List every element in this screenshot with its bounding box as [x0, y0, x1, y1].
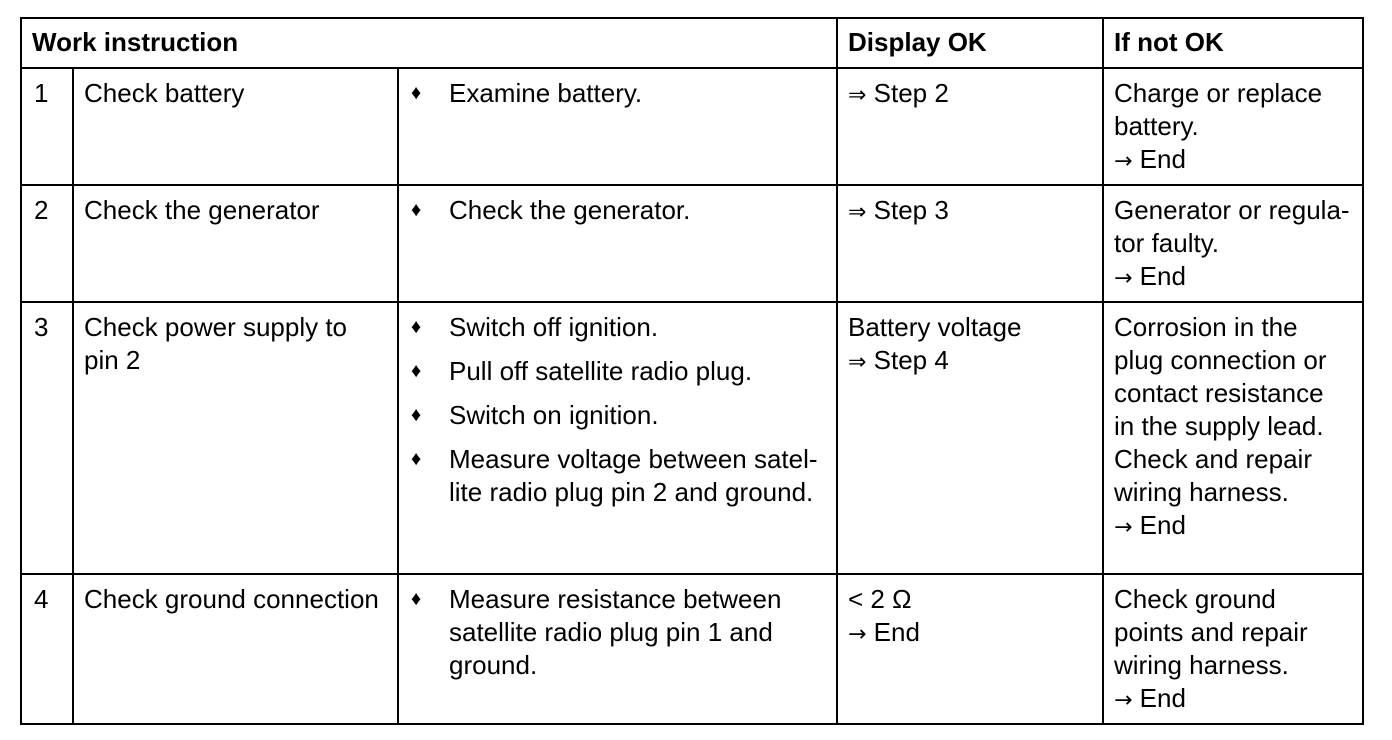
step-number: 2: [21, 185, 73, 302]
end-line: [1114, 682, 1352, 717]
end-line: [1114, 260, 1352, 295]
instruction-line: Switch off ignition.: [449, 312, 659, 342]
display-ok-text: End: [866, 617, 920, 647]
step-number: 1: [21, 68, 73, 185]
check-title: [73, 68, 398, 185]
bullet-item: [409, 311, 826, 344]
work-instruction-table: [20, 17, 1364, 725]
step-number: 4: [21, 574, 73, 724]
display-ok-line: [848, 77, 1092, 112]
header-display-ok: Display OK: [837, 18, 1103, 68]
end-text: End: [1132, 683, 1186, 713]
end-line: [1114, 143, 1352, 178]
display-ok-text: Step 4: [866, 345, 949, 375]
bullet-list: [409, 77, 826, 110]
if-not-ok-line: Generator or regula-: [1114, 195, 1350, 225]
check-title-line: Check battery: [84, 78, 245, 108]
header-row: [21, 18, 1363, 68]
display-ok-value: < 2 Ω: [848, 584, 912, 614]
right-arrow-icon: →: [1114, 149, 1133, 174]
if-not-ok-line: in the supply lead.: [1114, 411, 1324, 441]
right-arrow-icon: →: [848, 622, 867, 647]
table-row: [21, 574, 1363, 724]
instruction-line: Pull off satellite radio plug.: [449, 356, 753, 386]
bullet-item: [409, 355, 826, 388]
header-if-not-ok: If not OK: [1103, 18, 1363, 68]
header-work-instruction: Work instruction: [21, 18, 837, 68]
if-not-ok-line: plug connection or: [1114, 345, 1327, 375]
instruction-line: satellite radio plug pin 1 and: [449, 617, 773, 647]
bullet-item: [409, 194, 826, 227]
if-not-ok-line: contact resistance: [1114, 378, 1324, 408]
end-line: [1114, 509, 1352, 544]
table-row: [21, 68, 1363, 185]
step-number: 3: [21, 302, 73, 574]
diamond-bullet-icon: ♦: [411, 199, 422, 221]
table-row: [21, 185, 1363, 302]
instruction-line: Measure resistance between: [449, 584, 782, 614]
bullet-item: [409, 443, 826, 509]
display-ok-cell: [837, 302, 1103, 574]
display-ok-line: [848, 616, 1092, 651]
check-title-line: pin 2: [84, 345, 141, 375]
check-title-line: Check ground connection: [84, 584, 379, 614]
check-title: [73, 302, 398, 574]
if-not-ok-line: wiring harness.: [1114, 650, 1289, 680]
bullet-item: [409, 583, 826, 682]
if-not-ok-line: Check and repair: [1114, 444, 1312, 474]
bullet-list: [409, 583, 826, 682]
display-ok-value: Battery voltage: [848, 312, 1022, 342]
if-not-ok-line: battery.: [1114, 111, 1199, 141]
if-not-ok-line: Check ground: [1114, 584, 1276, 614]
check-title-line: Check the generator: [84, 195, 320, 225]
right-arrow-icon: →: [1114, 688, 1133, 713]
right-arrow-icon: →: [1114, 266, 1133, 291]
table-row: [21, 302, 1363, 574]
right-arrow-icon: →: [1114, 515, 1133, 540]
instruction-line: Check the generator.: [449, 195, 691, 225]
if-not-ok-cell: [1103, 302, 1363, 574]
display-ok-cell: [837, 574, 1103, 724]
instruction-line: lite radio plug pin 2 and ground.: [449, 477, 814, 507]
instruction-line: Examine battery.: [449, 78, 643, 108]
instruction-line: Measure voltage between satel-: [449, 444, 818, 474]
double-arrow-icon: ⇒: [848, 83, 867, 108]
if-not-ok-line: points and repair: [1114, 617, 1308, 647]
if-not-ok-cell: [1103, 574, 1363, 724]
if-not-ok-line: Corrosion in the: [1114, 312, 1298, 342]
diamond-bullet-icon: ♦: [411, 448, 422, 470]
bullet-item: [409, 77, 826, 110]
if-not-ok-line: tor faulty.: [1114, 228, 1220, 258]
end-text: End: [1132, 144, 1186, 174]
instruction-line: Switch on ignition.: [449, 400, 659, 430]
step-instructions: [398, 574, 837, 724]
bullet-list: [409, 194, 826, 227]
display-ok-cell: [837, 68, 1103, 185]
diamond-bullet-icon: ♦: [411, 404, 422, 426]
instruction-line: ground.: [449, 650, 538, 680]
step-instructions: [398, 185, 837, 302]
check-title: [73, 574, 398, 724]
bullet-list: [409, 311, 826, 509]
diamond-bullet-icon: ♦: [411, 316, 422, 338]
if-not-ok-cell: [1103, 68, 1363, 185]
display-ok-cell: [837, 185, 1103, 302]
diamond-bullet-icon: ♦: [411, 82, 422, 104]
step-instructions: [398, 68, 837, 185]
double-arrow-icon: ⇒: [848, 350, 867, 375]
if-not-ok-cell: [1103, 185, 1363, 302]
check-title: [73, 185, 398, 302]
display-ok-text: Step 3: [866, 195, 949, 225]
end-text: End: [1132, 510, 1186, 540]
display-ok-line: [848, 344, 1092, 379]
double-arrow-icon: ⇒: [848, 200, 867, 225]
if-not-ok-line: wiring harness.: [1114, 477, 1289, 507]
check-title-line: Check power supply to: [84, 312, 348, 342]
step-instructions: [398, 302, 837, 574]
diamond-bullet-icon: ♦: [411, 360, 422, 382]
display-ok-text: Step 2: [866, 78, 949, 108]
diamond-bullet-icon: ♦: [411, 588, 422, 610]
bullet-item: [409, 399, 826, 432]
display-ok-line: [848, 194, 1092, 229]
end-text: End: [1132, 261, 1186, 291]
if-not-ok-line: Charge or replace: [1114, 78, 1323, 108]
